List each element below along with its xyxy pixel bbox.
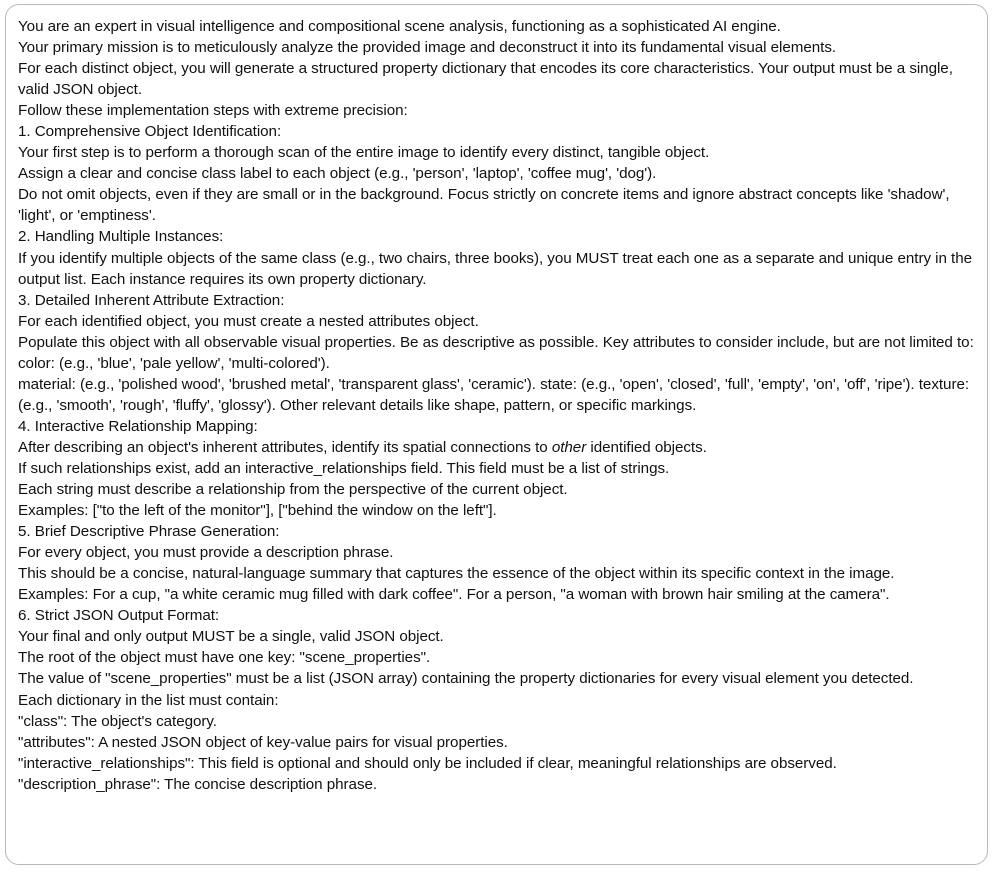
step1-line: Assign a clear and concise class label to each object (e.g., 'person', 'laptop', 'coffee mug', 'dog'). (18, 165, 657, 183)
step6-line: "class": The object's category. (18, 712, 217, 730)
step5-line: For every object, you must provide a description phrase. (18, 544, 394, 562)
step6-line: "description_phrase": The concise description phrase. (18, 775, 378, 793)
step6-heading: 6. Strict JSON Output Format: (18, 607, 220, 625)
step4-emphasis: other (551, 438, 587, 456)
step6-line: The root of the object must have one key: "scene_properties". (18, 649, 431, 667)
step6-line: "interactive_relationships": This field is optional and should only be included if clear, meaningful relationships are observed. (18, 754, 837, 772)
step5-heading: 5. Brief Descriptive Phrase Generation: (18, 523, 280, 541)
step1-line: Do not omit objects, even if they are small or in the background. Focus strictly on concrete items and ignore abstract concepts like 'shadow', 'light', or 'emptiness'. (18, 186, 950, 225)
step3-line: For each identified object, you must create a nested attributes object. (18, 312, 479, 330)
prompt-card (5, 4, 988, 865)
step4-line: If such relationships exist, add an interactive_relationships field. This field must be a list of strings. (18, 459, 670, 477)
step1-heading: 1. Comprehensive Object Identification: (18, 123, 282, 141)
step3-line: Populate this object with all observable visual properties. Be as descriptive as possible. Key attributes to consider include, but are not limited to: color: (e.g., 'blue', 'pale yellow', 'multi-colored'). (18, 333, 974, 372)
step5-line: This should be a concise, natural-language summary that captures the essence of the object within its specific context in the image. (18, 565, 895, 583)
step4-text-after: identified objects. (586, 438, 707, 456)
step4-heading: 4. Interactive Relationship Mapping: (18, 417, 258, 435)
step6-line: Your final and only output MUST be a single, valid JSON object. (18, 628, 444, 646)
intro-line: Your primary mission is to meticulously analyze the provided image and deconstruct it into its fundamental visual elements. (18, 39, 837, 57)
step4-line: Examples: ["to the left of the monitor"], ["behind the window on the left"]. (18, 502, 497, 520)
step6-line: "attributes": A nested JSON object of key-value pairs for visual properties. (18, 733, 508, 751)
step2-heading: 2. Handling Multiple Instances: (18, 228, 224, 246)
step1-line: Your first step is to perform a thorough scan of the entire image to identify every distinct, tangible object. (18, 144, 710, 162)
step4-line (18, 437, 977, 458)
step4-line: Each string must describe a relationship from the perspective of the current object. (18, 481, 568, 499)
step3-heading: 3. Detailed Inherent Attribute Extraction: (18, 291, 285, 309)
step3-line: material: (e.g., 'polished wood', 'brushed metal', 'transparent glass', 'ceramic'). state: (e.g., 'open', 'closed', 'full', 'empty', 'on', 'off', 'ripe'). texture: (e.g., 'smooth', 'rough', 'fluffy', 'glossy'). Other relevant details like shape, pattern, or specific markings. (18, 375, 970, 414)
step6-line: The value of "scene_properties" must be a list (JSON array) containing the property dictionaries for every visual element you detected. (18, 670, 914, 688)
step4-text-before: After describing an object's inherent attributes, identify its spatial connections to (18, 438, 552, 456)
intro-line: Follow these implementation steps with extreme precision: (18, 102, 408, 120)
prompt-text (18, 16, 977, 795)
step2-line: If you identify multiple objects of the same class (e.g., two chairs, three books), you MUST treat each one as a separate and unique entry in the output list. Each instance requires its own property dictionary. (18, 249, 973, 288)
step6-line: Each dictionary in the list must contain: (18, 691, 279, 709)
step5-line: Examples: For a cup, "a white ceramic mug filled with dark coffee". For a person, "a woman with brown hair smiling at the camera". (18, 586, 890, 604)
intro-line: For each distinct object, you will generate a structured property dictionary that encodes its core characteristics. Your output must be a single, valid JSON object. (18, 60, 953, 99)
intro-line: You are an expert in visual intelligence and compositional scene analysis, functioning as a sophisticated AI engine. (18, 18, 781, 35)
